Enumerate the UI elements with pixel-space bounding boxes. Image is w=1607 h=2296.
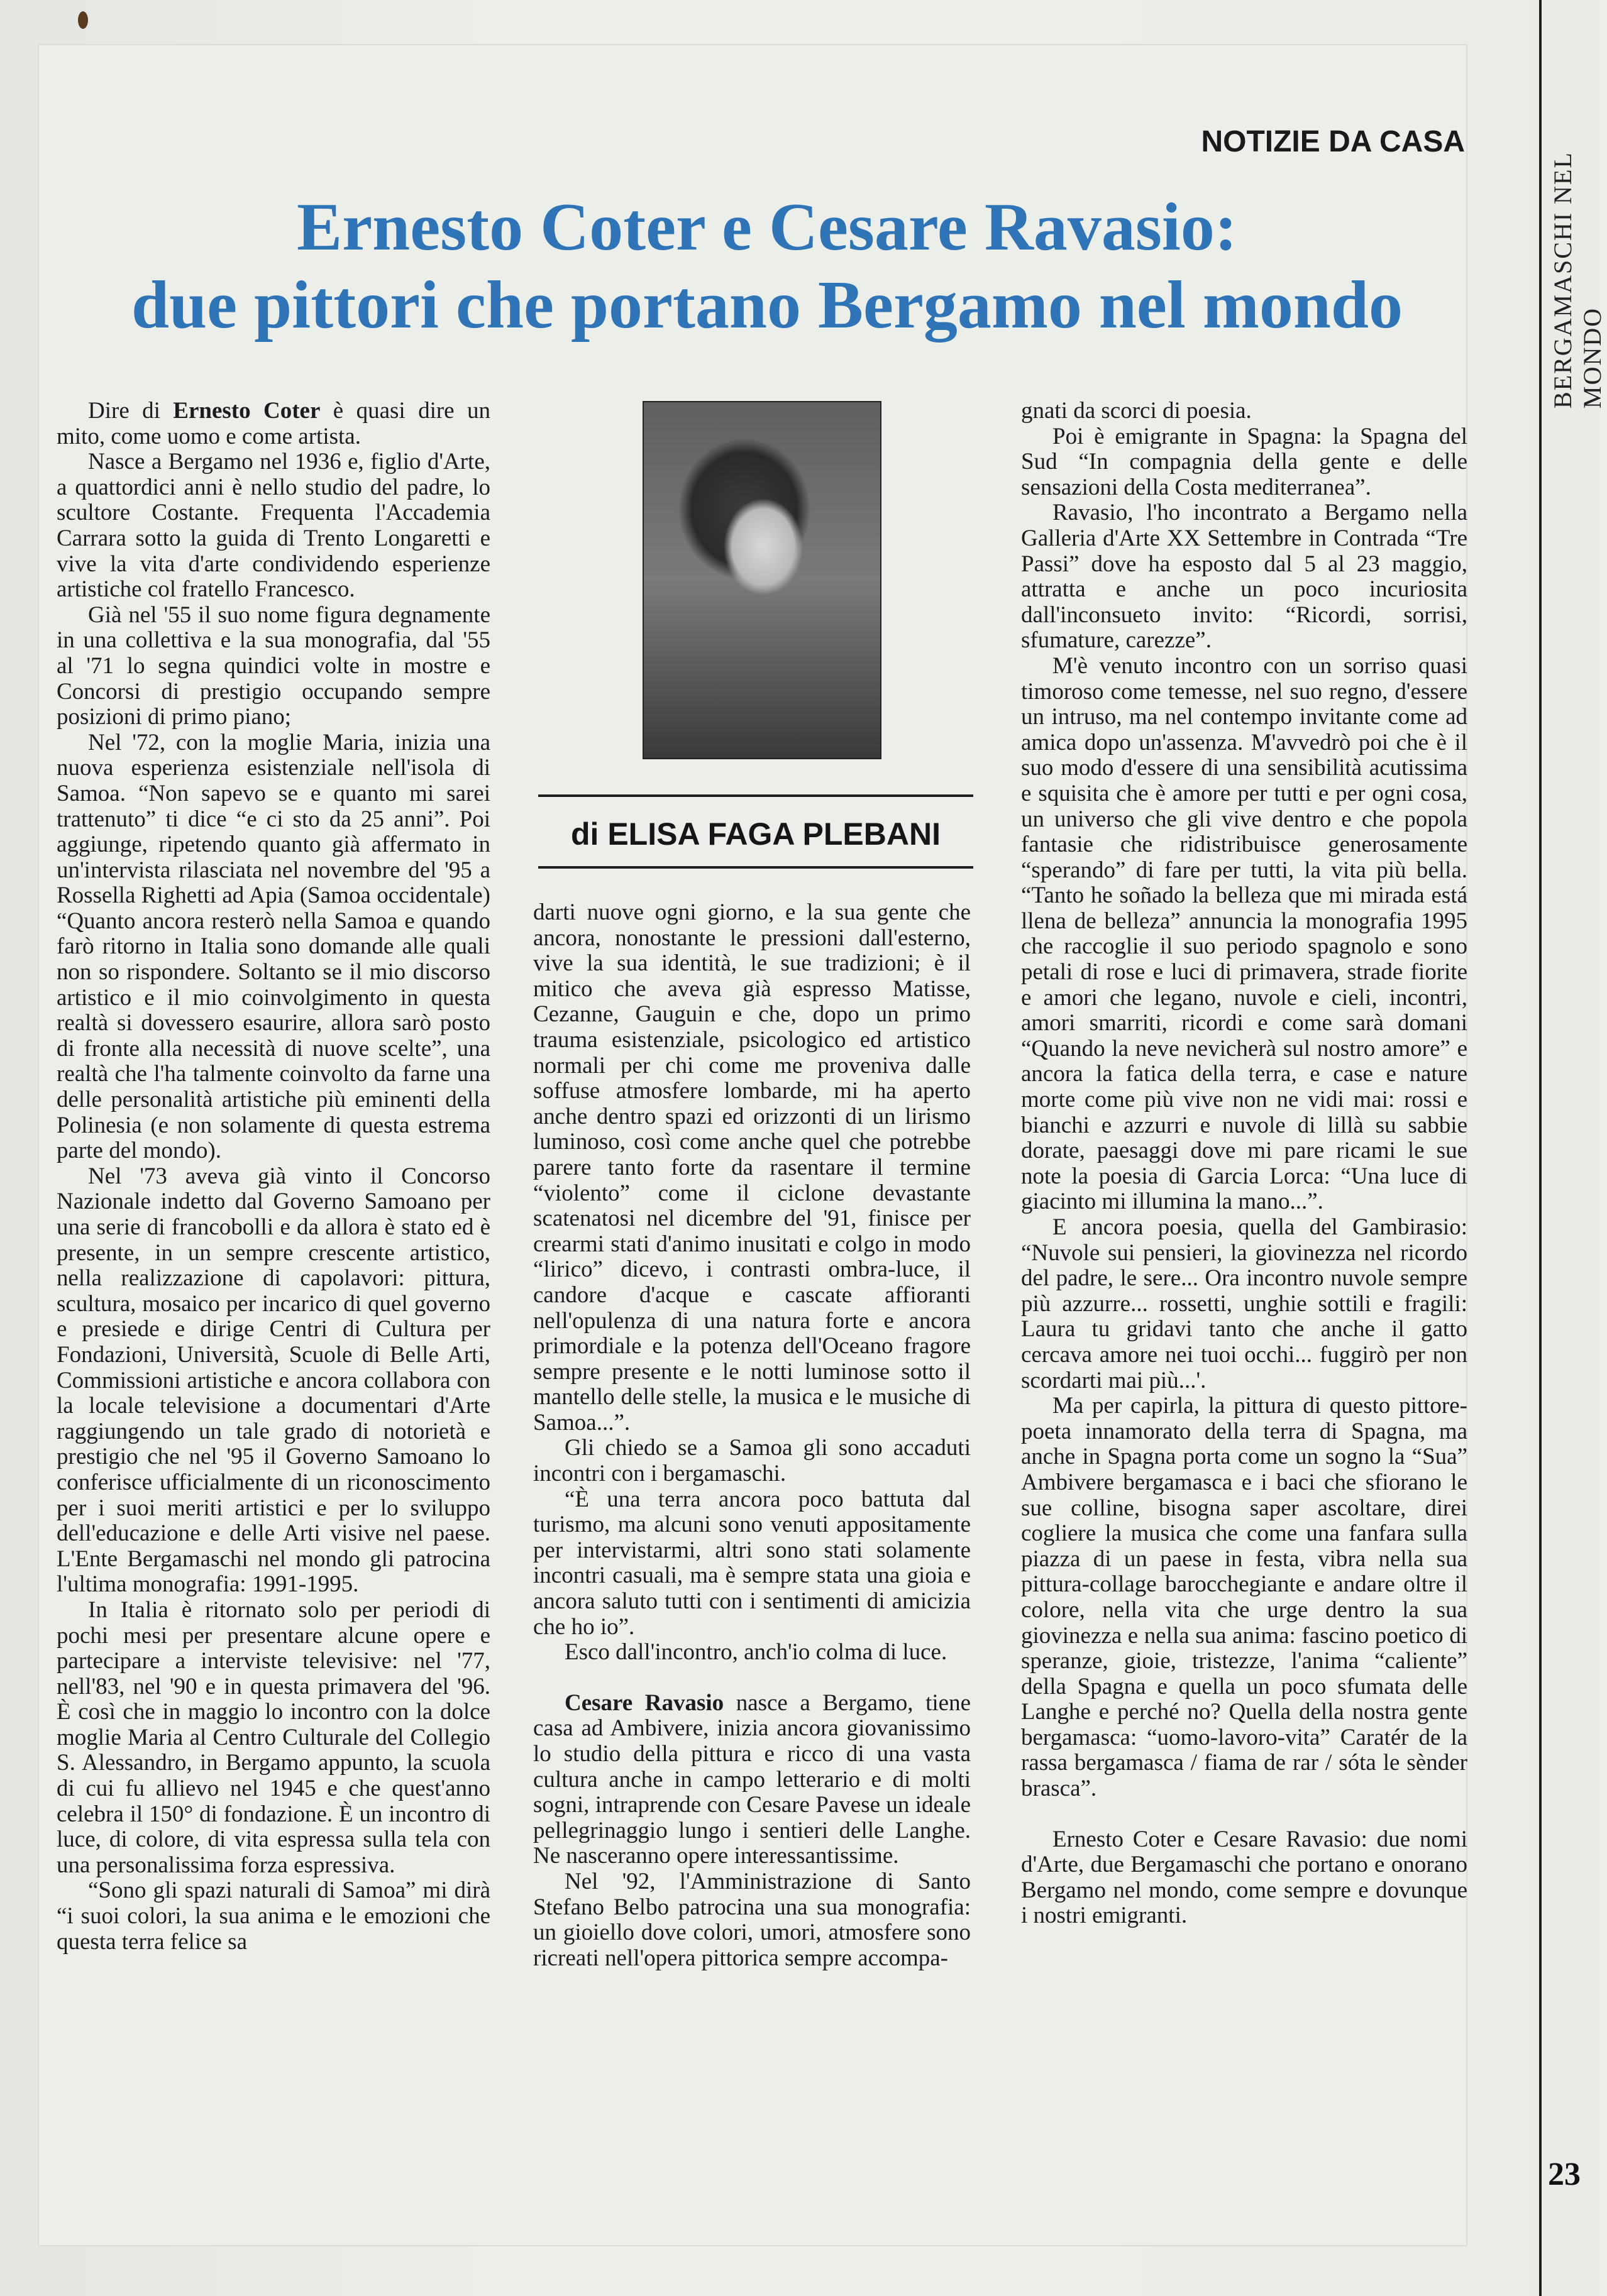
paragraph: Nasce a Bergamo nel 1936 e, figlio d'Arte, a quattordici anni è nello studio del padre, lo scultore Costante. Frequenta l'Accademia Carrara sotto la guida di Trento Longaretti e vive la vita d'arte condividendo esperienze artistiche col fratello Francesco.	[57, 449, 490, 603]
paragraph: “Sono gli spazi naturali di Samoa” mi dirà “i suoi colori, la sua anima e le emozioni che questa terra felice sa	[57, 1877, 490, 1955]
byline-rule-top	[538, 794, 973, 797]
paragraph: Ernesto Coter e Cesare Ravasio: due nomi d'Arte, due Bergamaschi che portano e onorano Bergamo nel mondo, come sempre e dovunque i nostri emigranti.	[1021, 1826, 1467, 1929]
byline: di ELISA FAGA PLEBANI	[571, 816, 941, 852]
byline-rule-bottom	[538, 866, 973, 869]
paper-speck	[78, 11, 88, 29]
paragraph: Dire di Ernesto Coter è quasi dire un mito, come uomo e come artista.	[57, 398, 490, 449]
paragraph: “È una terra ancora poco battuta dal turismo, ma alcuni sono venuti appositamente per intervistarmi, altri sono stati solamente incontri casuali, ma è sempre stata una gioia e ancora saluto tutti con i sentimenti di amicizia che ho io”.	[533, 1486, 971, 1640]
running-head: BERGAMASCHI NEL MONDO	[1549, 152, 1606, 409]
paragraph: Nel '72, con la moglie Maria, inizia una nuova esperienza esistenziale nell'isola di Samoa. “Non sapevo se e quanto mi sarei trattenuto” ti dice “e ci sto da 25 anni”. Poi aggiunge, ripetendo quanto già affermato in un'intervista rilasciata nel novembre del '95 a Rossella Righetti ad Apia (Samoa occidentale) “Quanto ancora resterò nella Samoa e quando farò ritorno in Italia sono domande alle quali non so rispondere. Soltanto se il mio discorso artistico e il mio coinvolgimento in questa realtà si dovessero esaurire, allora sarò posto di fronte alla necessità di nuove scelte”, una realtà che l'ha talmente coinvolto da farne una delle personalità artistiche più eminenti della Polinesia (e non solamente di questa estrema parte del mondo).	[57, 729, 490, 1164]
name-cesare-ravasio: Cesare Ravasio	[565, 1689, 724, 1716]
paragraph: Poi è emigrante in Spagna: la Spagna del Sud “In compagnia della gente e delle sensazioni della Costa mediterranea”.	[1021, 423, 1467, 500]
paragraph: Esco dall'incontro, anch'io colma di luce.	[565, 1639, 947, 1666]
right-margin-rule	[1539, 0, 1542, 2296]
paragraph: Ravasio, l'ho incontrato a Bergamo nella Galleria d'Arte XX Settembre in Contrada “Tre Passi” dove ha esposto dal 5 al 23 maggio, attratta e anche un poco incuriosita dall'inconsueto invito: “Ricordi, sorrisi, sfumature, carezze”.	[1021, 500, 1467, 654]
headline-line-1: Ernesto Coter e Cesare Ravasio:	[297, 190, 1237, 265]
name-ernesto-coter: Ernesto Coter	[173, 398, 321, 424]
headline	[57, 189, 1477, 344]
section-label: NOTIZIE DA CASA	[1201, 125, 1465, 158]
paragraph: M'è venuto incontro con un sorriso quasi timoroso come temesse, nel suo regno, d'essere un intruso, ma nel contempo invitante come ad amica dopo un'assenza. M'avvedrò poi che è il suo modo d'essere di una sensibilità acutissima e squisita che è amore per tutti e per ogni cosa, un universo che gli vive dentro e che popola fantasie che ridistribuisce generosamente “sperando” di fare per tutti, la vita più bella. “Tanto he soñado la belleza que mi mirada está llena de belleza” annuncia la monografia 1995 che raccoglie il suo periodo spagnolo e sono petali di rose e luci di primavera, strade fiorite e amori che legano, nuvole e cieli, incontri, amori smarriti, ricordi e come sarà domani “Quando la neve nevicherà sul nostro amore” e ancora la fatica della terra, e case e nature morte come più vive non ne vidi mai: rossi e bianchi e azzurri e nuvole di lillà su sabbie dorate, paesaggi dove mi pare ricami le sue note la poesia di Garcia Lorca: “Una luce di giacinto mi illumina la mano...”.	[1021, 652, 1467, 1215]
article-column-1	[57, 398, 490, 1955]
headline-line-2: due pittori che portano Bergamo nel mondo	[131, 268, 1403, 343]
paragraph: Già nel '55 il suo nome figura degnamente in una collettiva e la sua monografia, dal '55 al '71 lo segna quindici volte in mostre e Concorsi di prestigio occupando sempre posizioni di primo piano;	[57, 601, 490, 730]
paragraph: E ancora poesia, quella del Gambirasio: “Nuvole sui pensieri, la giovinezza nel ricordo del padre, le sere... Ora incontro nuvole sempre più azzurre... rossetti, unghie sottili e fragili: Laura tu gridavi tanto che anche il gatto cercava amore nei tuoi occhi... fuggirò per non scordarti mai più...'.	[1021, 1214, 1467, 1393]
paragraph: Gli chiedo se a Samoa gli sono accaduti incontri con i bergamaschi.	[533, 1435, 971, 1487]
paragraph: Nel '73 aveva già vinto il Concorso Nazionale indetto dal Governo Samoano per una serie di francobolli e da allora è stato ed è presente, in un sempre crescente artistico, nella realizzazione di capolavori: pittura, scultura, mosaico per incarico di quel governo e presiede e dirige Centri di Cultura per Fondazioni, Università, Scuole di Belle Arti, Commissioni artistiche e ancora collabora con la locale televisione a documentari d'Arte raggiungendo un tale grado di notorietà e prestigio che nel '95 il Governo Samoano lo conferisce ufficialmente di un riconoscimento per i suoi meriti artistici e per lo sviluppo dell'educazione e delle Arti visive nel paese. L'Ente Bergamaschi nel mondo gli patrocina l'ultima monografia: 1991-1995.	[57, 1163, 490, 1598]
paragraph: In Italia è ritornato solo per periodi di pochi mesi per presentare alcune opere e partecipare a interviste televisive: nel '77, nell'83, nel '90 e in questa primavera del '96. È così che in maggio lo incontro con la dolce moglie Maria al Centro Culturale del Collegio S. Alessandro, in Bergamo appunto, la scuola di cui fu allievo nel 1945 e che quest'anno celebra il 150° di fondazione. È un incontro di luce, di colore, di vita espressa sulla tela con una personalissima forza espressiva.	[57, 1596, 490, 1878]
paragraph: Cesare Ravasio nasce a Bergamo, tiene casa ad Ambivere, inizia ancora giovanissimo lo studio della pittura e ricco di una vasta cultura anche in campo letterario e di molti sogni, intraprende con Cesare Pavese un ideale pellegrinaggio lungo i sentieri delle Langhe. Ne nasceranno opere interessantissime.	[533, 1689, 971, 1869]
paragraph: Ma per capirla, la pittura di questo pittore-poeta innamorato della terra di Spagna, ma anche in Spagna porta come un sogno la “Sua” Ambivere bergamasca e i baci che sfiorano le sue colline, bisogna saper ascoltare, direi cogliere la musica che come una fanfara sulla piazza di un paese in festa, vibra nella sua pittura-collage barocchegiante e andare oltre il colore, nella vita che urge dentro la sua giovinezza e nella sua anima: fascino poetico di speranze, gioie, tristezze, l'anima “caliente” della Spagna e quella un poco sfumata delle Langhe e perché no? Quella della nostra gente bergamasca: “uomo-lavoro-vita” Caratér de la rassa bergamasca / fiama de rar / sóta le sènder brasca”.	[1021, 1393, 1467, 1802]
author-portrait-photo	[643, 401, 881, 759]
paragraph: darti nuove ogni giorno, e la sua gente che ancora, nonostante le pressioni dall'esterno, vive la sua identità, le sue tradizioni; è il mitico che aveva già espresso Matisse, Cezanne, Gauguin e che, dopo un primo trauma esistenziale, psicologico ed artistico normali per chi come me proveniva dalle soffuse atmosfere lombarde, mi ha aperto anche dentro spazi ed orizzonti di un lirismo luminoso, così come anche quel che potrebbe parere tanto forte da rasentare il termine “violento” come il ciclone devastante scatenatosi nel dicembre del '91, finisce per crearmi stati d'animo inusitati e colgo in modo “lirico” dicevo, i contrasti ombra-luce, il candore d'acque e cascate affioranti nell'opulenza di una natura forte e ancora primordiale e la potenza dell'Oceano fragore sempre presente e le notti luminose sotto il mantello delle stelle, la musica e le musiche di Samoa...”.	[533, 899, 971, 1436]
article-column-2	[533, 900, 971, 1971]
page-number: 23	[1548, 2156, 1581, 2192]
paragraph: Nel '92, l'Amministrazione di Santo Stefano Belbo patrocina una sua monografia: un gioiello dove colori, umori, atmosfere sono ricreati nell'opera pittorica sempre accompa-	[533, 1868, 971, 1971]
paragraph: gnati da scorci di poesia.	[1021, 398, 1252, 424]
article-column-3	[1021, 398, 1467, 1929]
